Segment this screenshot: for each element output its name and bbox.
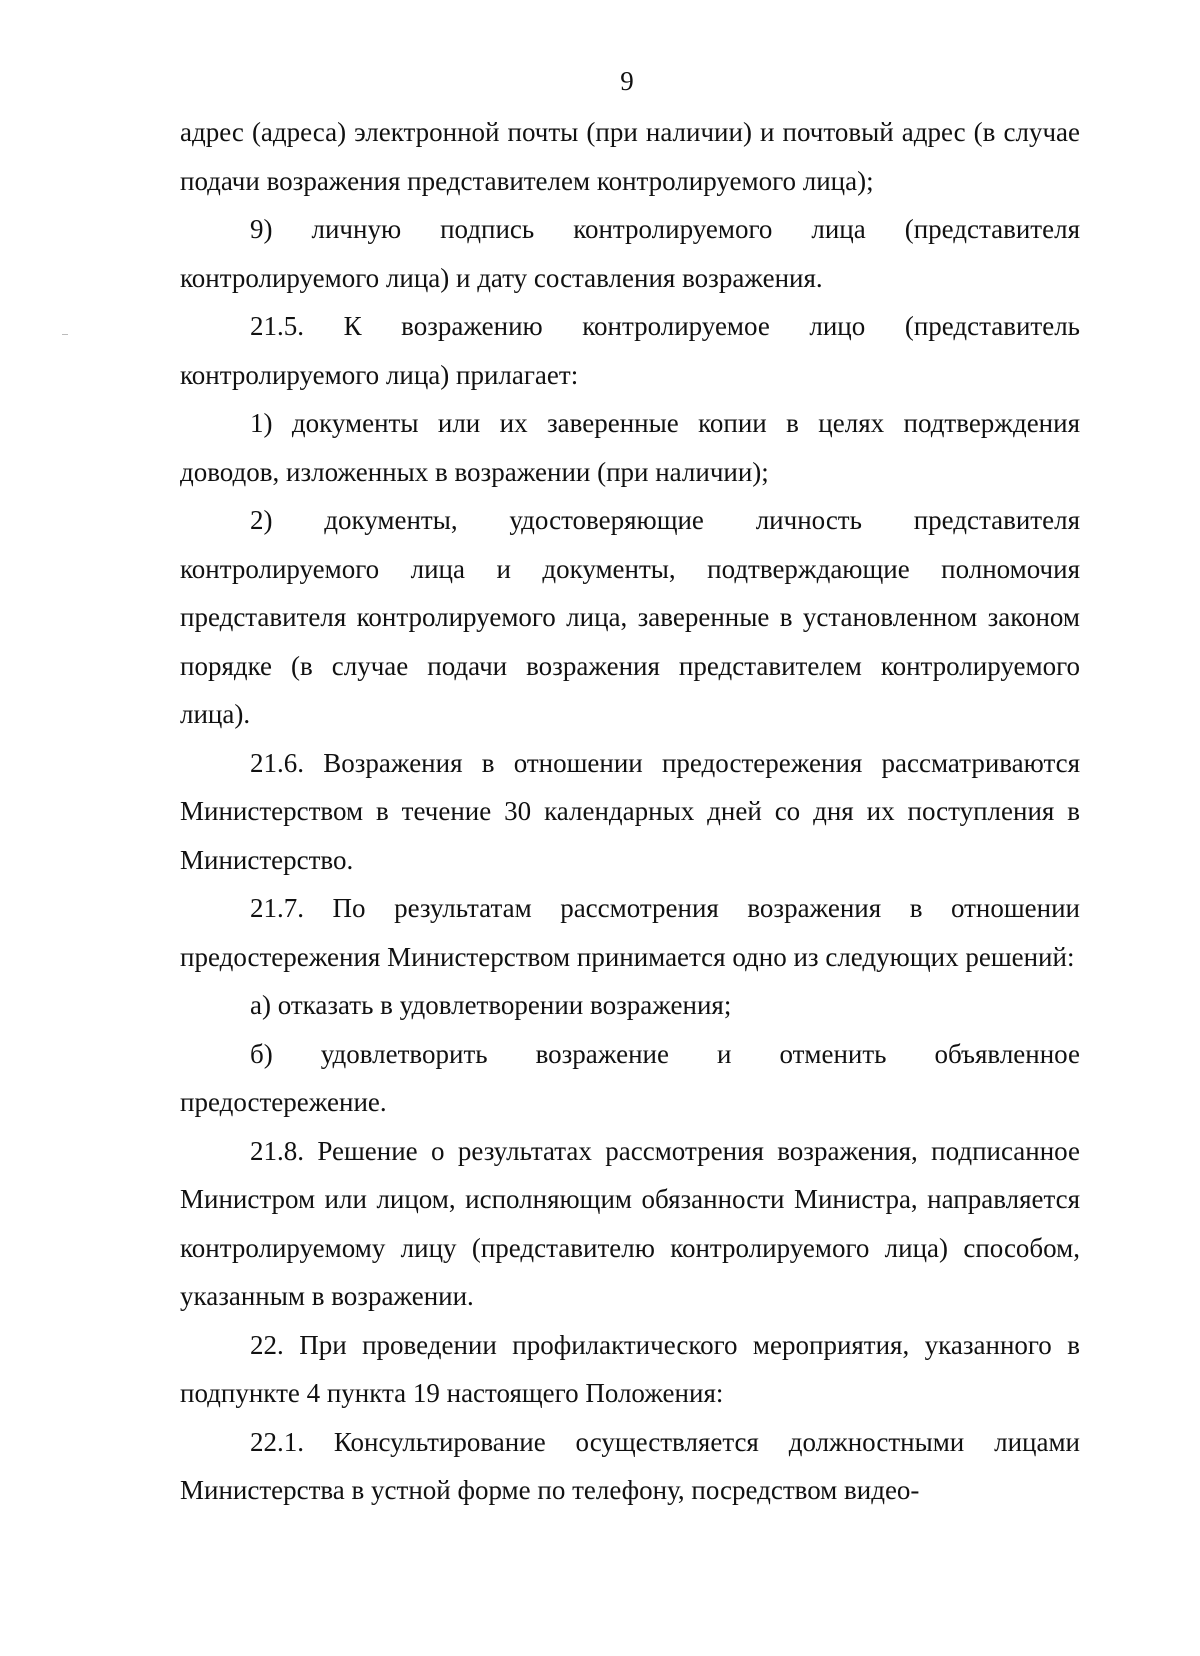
paragraph-item-a: а) отказать в удовлетворении возражения; [250,990,732,1020]
paragraph-clause-22: 22. При проведении профилактического мероприятия, указанного в подпункте 4 пункта 19 настоящего Положения: [180,1329,1080,1408]
paragraph-clause-21-5: 21.5. К возражению контролируемое лицо (представитель контролируемого лица) прилагает: [180,311,1080,390]
paragraph-clause-21-8: 21.8. Решение о результатах рассмотрения возражения, подписанное Министром или лицом, исполняющим обязанности Министра, направляется контролируемому лицу (представителю контролируемого лица) способом, указанным в возражении. [180,1135,1080,1311]
paragraph-item-2: 2) документы, удостоверяющие личность представителя контролируемого лица и документы, подтверждающие полномочия представителя контролируемого лица, заверенные в установленном законом порядке (в случае подачи возражения представителем контролируемого лица). [180,505,1080,729]
paragraph-item-b: б) удовлетворить возражение и отменить объявленное предостережение. [180,1038,1080,1117]
document-body [180,108,1080,1515]
paragraph-item-9: 9) личную подпись контролируемого лица (представителя контролируемого лица) и дату составления возражения. [180,214,1080,293]
page-number: 9 [620,66,634,96]
scan-speck [62,334,68,335]
paragraph-clause-21-7: 21.7. По результатам рассмотрения возражения в отношении предостережения Министерством принимается одно из следующих решений: [180,893,1080,972]
paragraph-clause-22-1: 22.1. Консультирование осуществляется должностными лицами Министерства в устной форме по телефону, посредством видео- [180,1426,1080,1505]
paragraph-continuation: адрес (адреса) электронной почты (при наличии) и почтовый адрес (в случае подачи возражения представителем контролируемого лица); [180,117,1080,196]
paragraph-item-1: 1) документы или их заверенные копии в целях подтверждения доводов, изложенных в возражении (при наличии); [180,408,1080,487]
paragraph-clause-21-6: 21.6. Возражения в отношении предостережения рассматриваются Министерством в течение 30 календарных дней со дня их поступления в Министерство. [180,747,1080,875]
